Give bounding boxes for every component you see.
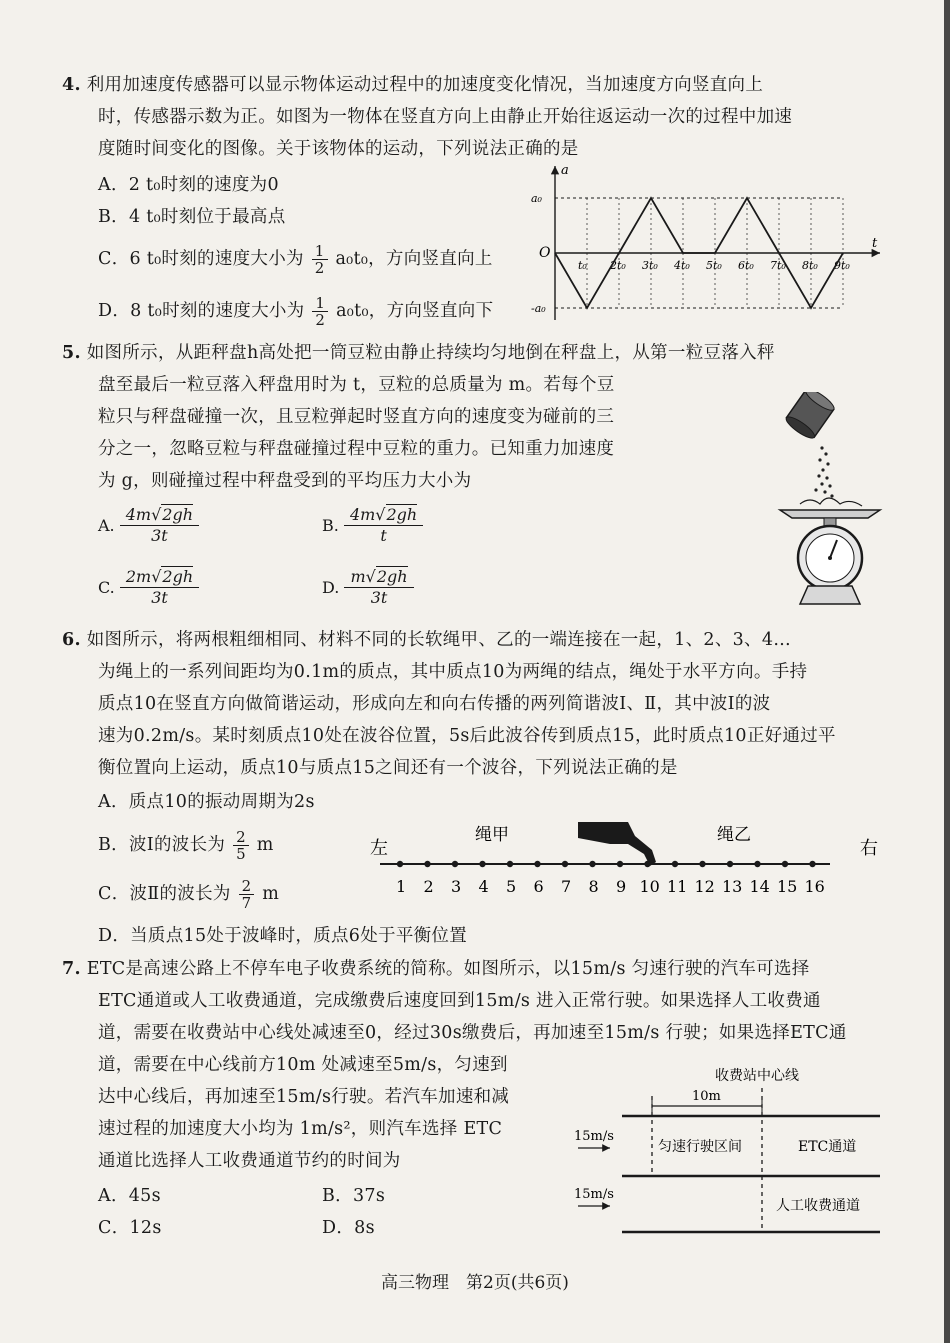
q4-option-c-fraction: [312, 243, 328, 276]
frac-den: 2: [315, 311, 326, 329]
rope-point-label: 3: [451, 877, 462, 896]
q5-stem-1: 如图所示，从距秤盘h高处把一筒豆粒由静止持续均匀地倒在秤盘上，从第一粒豆落入秤: [86, 343, 775, 363]
uniform-zone-label: 匀速行驶区间: [658, 1139, 742, 1155]
y-tick-label: -a₀: [531, 302, 546, 315]
scan-edge: [944, 0, 950, 1343]
x-tick-label: 6t₀: [738, 259, 754, 272]
q4-number: 4.: [62, 75, 81, 95]
option-label: D.: [322, 578, 340, 597]
speed-label-etc: 15m/s: [574, 1129, 614, 1144]
q5-option-d-fraction: $\frac{m√2gh}{3t}$: [344, 567, 413, 608]
option-label: B.: [322, 516, 339, 535]
q7-number: 7.: [62, 959, 81, 979]
frac-den: 2: [314, 259, 325, 277]
rope-point-label: 4: [478, 877, 489, 896]
q7-option-d: D．8s: [322, 1218, 375, 1238]
q5-option-a-fraction: $\frac{4m√2gh}{3t}$: [120, 505, 199, 546]
frac-num: 1: [312, 243, 328, 260]
rope-point: [809, 861, 815, 867]
q6-option-c-fraction: $\frac{2}{7}$: [239, 878, 255, 911]
q5-stem-2: 盘至最后一粒豆落入秤盘用时为 t，豆粒的总质量为 m。若每个豆: [98, 375, 615, 395]
rope-point: [562, 861, 568, 867]
q5-option-c: [98, 567, 199, 608]
bean-scale-illustration: [770, 392, 890, 607]
x-tick-label: 9t₀: [834, 259, 850, 272]
falling-beans-icon: [814, 446, 833, 497]
x-axis-label: t: [872, 236, 878, 251]
rope-point-label: 14: [749, 877, 770, 896]
q7-stem-6: 速过程的加速度大小均为 1m/s²，则汽车选择 ETC: [98, 1119, 503, 1139]
q6-option-c-post: m: [262, 884, 280, 904]
rope-point: [754, 861, 760, 867]
manual-lane-label: 人工收费通道: [776, 1198, 860, 1214]
q5-stem-5: 为 g，则碰撞过程中秤盘受到的平均压力大小为: [98, 471, 472, 491]
q6-number: 6.: [62, 630, 81, 650]
q7-stem-3: 道，需要在收费站中心线处减速至0，经过30s缴费后，再加速至15m/s 行驶；如果选择ETC通: [98, 1023, 847, 1043]
x-tick-label: 7t₀: [770, 259, 786, 272]
q4-option-d-fraction: [312, 295, 328, 328]
q4-stem-1: 利用加速度传感器可以显示物体运动过程中的加速度变化情况，当加速度方向竖直向上: [86, 75, 764, 95]
left-label: 左: [370, 838, 388, 859]
rope-point: [479, 861, 485, 867]
rope-point: [727, 861, 733, 867]
q4-option-c-pre: C．6 t₀时刻的速度大小为: [98, 249, 304, 269]
rope-yi-label: 绳乙: [717, 825, 751, 845]
rope-point: [452, 861, 458, 867]
rope-point-label: 2: [423, 877, 434, 896]
option-label: C.: [98, 578, 115, 597]
y-axis-label: a: [561, 163, 569, 178]
rope-point-label: 9: [616, 877, 627, 896]
rope-point-label: 11: [667, 877, 688, 896]
rope-point: [699, 861, 705, 867]
q7-stem-7: 通道比选择人工收费通道节约的时间为: [98, 1151, 401, 1171]
rope-point: [672, 861, 678, 867]
q5-stem-4: 分之一，忽略豆粒与秤盘碰撞过程中豆粒的重力。已知重力加速度: [98, 439, 615, 459]
rope-jia-label: 绳甲: [475, 825, 509, 845]
q5-option-d: [322, 567, 414, 608]
rope-point: [397, 861, 403, 867]
q6-option-c-pre: C．波Ⅱ的波长为: [98, 884, 231, 904]
q4-stem-3: 度随时间变化的图像。关于该物体的运动，下列说法正确的是: [98, 139, 579, 159]
q7-stem-5: 达中心线后，再加速至15m/s行驶。若汽车加速和减: [98, 1087, 510, 1107]
rope-point: [424, 861, 430, 867]
x-tick-label: 2t₀: [610, 259, 626, 272]
center-line-label: 收费站中心线: [715, 1068, 799, 1084]
q5-option-a: [98, 505, 199, 546]
option-label: A.: [98, 516, 115, 535]
q4-option-d-pre: D．8 t₀时刻的速度大小为: [98, 301, 305, 321]
q7-stem-4: 道，需要在中心线前方10m 处减速至5m/s，匀速到: [98, 1055, 508, 1075]
x-tick-label: 5t₀: [706, 259, 722, 272]
rope-point-label: 16: [804, 877, 825, 896]
q7-stem-2: ETC通道或人工收费通道，完成缴费后速度回到15m/s 进入正常行驶。如果选择人工收费通: [98, 991, 821, 1011]
rope-point: [507, 861, 513, 867]
q6-option-a: A．质点10的振动周期为2s: [98, 792, 315, 812]
x-tick-label: 4t₀: [674, 259, 690, 272]
q7-option-b: B．37s: [322, 1186, 386, 1206]
q6-stem-5: 衡位置向上运动，质点10与质点15之间还有一个波谷，下列说法正确的是: [98, 758, 678, 778]
frac-num: 1: [312, 295, 328, 312]
scale-pan-icon: [780, 510, 880, 518]
rope-point-label: 8: [588, 877, 599, 896]
q6-stem-1: 如图所示，将两根粗细相同、材料不同的长软绳甲、乙的一端连接在一起，1、2、3、4…: [86, 630, 792, 650]
q6-option-d: D．当质点15处于波峰时，质点6处于平衡位置: [98, 926, 468, 946]
acceleration-time-chart: [520, 160, 890, 330]
y-tick-label: a₀: [531, 192, 542, 205]
rope-point-label: 13: [722, 877, 743, 896]
toll-station-figure: [570, 1060, 890, 1240]
q6-option-b: [98, 826, 274, 864]
bean-can-icon: [784, 392, 837, 441]
origin-label: O: [539, 245, 551, 261]
q5-option-b-fraction: $\frac{4m√2gh}{t}$: [344, 505, 423, 546]
rope-point: [617, 861, 623, 867]
x-tick-label: 3t₀: [642, 259, 658, 272]
x-tick-label: 8t₀: [802, 259, 818, 272]
q5-line-1: [62, 342, 775, 364]
rope-point-label: 5: [506, 877, 517, 896]
q7-option-a: A．45s: [98, 1186, 161, 1206]
etc-lane-label: ETC通道: [798, 1139, 857, 1155]
rope-point: [782, 861, 788, 867]
q4-option-d-post: a₀t₀，方向竖直向下: [336, 301, 494, 321]
q4-option-c-post: a₀t₀，方向竖直向上: [335, 249, 493, 269]
q6-option-b-fraction: $\frac{2}{5}$: [233, 829, 249, 862]
q5-option-b: [322, 505, 423, 546]
q7-line-1: [62, 958, 810, 980]
rope-point-label: 1: [396, 877, 407, 896]
rope-point-label: 12: [694, 877, 715, 896]
q6-stem-3: 质点10在竖直方向做简谐运动，形成向左和向右传播的两列简谐波Ⅰ、Ⅱ，其中波Ⅰ的波: [98, 694, 771, 714]
q6-option-b-post: m: [256, 835, 274, 855]
q4-line-1: [62, 74, 763, 96]
rope-point-label: 10: [639, 877, 660, 896]
rope-point-label: 6: [533, 877, 544, 896]
q5-number: 5.: [62, 343, 81, 363]
q4-option-c: [98, 240, 493, 278]
q4-stem-2: 时，传感器示数为正。如图为一物体在竖直方向上由静止开始往返运动一次的过程中加速: [98, 107, 793, 127]
q4-option-a: A．2 t₀时刻的速度为0: [98, 175, 279, 195]
rope-point: [589, 861, 595, 867]
q6-line-1: [62, 629, 791, 651]
page-footer: 高三物理 第2页(共6页): [381, 1273, 569, 1293]
distance-label: 10m: [692, 1089, 721, 1104]
q6-stem-4: 速为0.2m/s。某时刻质点10处在波谷位置，5s后此波谷传到质点15，此时质点10正好通过平: [98, 726, 836, 746]
rope-point: [534, 861, 540, 867]
q7-stem-1: ETC是高速公路上不停车电子收费系统的简称。如图所示，以15m/s 匀速行驶的汽车可选择: [86, 959, 810, 979]
q6-stem-2: 为绳上的一系列间距均为0.1m的质点，其中质点10为两绳的结点，绳处于水平方向。手持: [98, 662, 808, 682]
rope-point-label: 7: [561, 877, 572, 896]
rope-point: [644, 861, 650, 867]
speed-label-manual: 15m/s: [574, 1187, 614, 1202]
rope-wave-figure: [360, 814, 890, 904]
x-tick-label: t₀: [578, 259, 587, 272]
q5-option-c-fraction: $\frac{2m√2gh}{3t}$: [120, 567, 199, 608]
right-label: 右: [860, 838, 878, 859]
q6-option-c: [98, 875, 279, 913]
q4-option-d: [98, 292, 493, 330]
q6-option-b-pre: B．波Ⅰ的波长为: [98, 835, 226, 855]
q4-option-b: B．4 t₀时刻位于最高点: [98, 207, 286, 227]
hand-icon: [578, 822, 656, 866]
q5-stem-3: 粒只与秤盘碰撞一次，且豆粒弹起时竖直方向的速度变为碰前的三: [98, 407, 615, 427]
q7-option-c: C．12s: [98, 1218, 162, 1238]
rope-point-label: 15: [777, 877, 798, 896]
